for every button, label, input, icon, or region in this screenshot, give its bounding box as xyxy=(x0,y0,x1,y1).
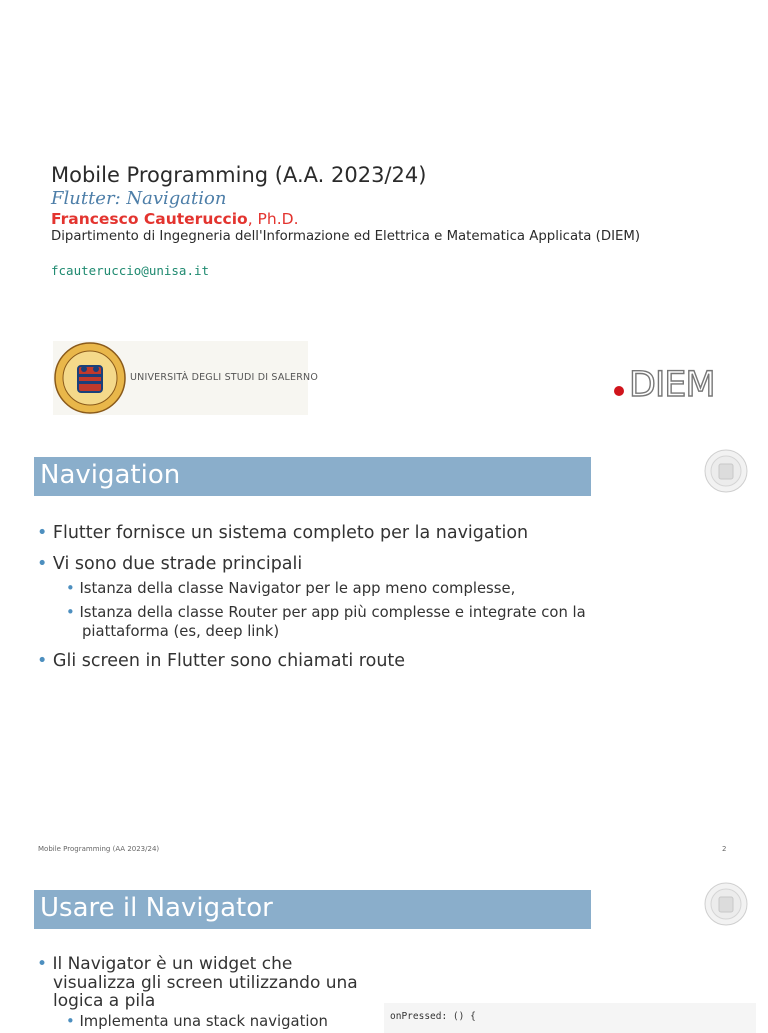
university-seal-icon xyxy=(704,449,748,493)
author-suffix: , Ph.D. xyxy=(247,210,299,228)
author-name: Francesco Cauteruccio xyxy=(51,210,248,228)
university-seal-icon xyxy=(704,882,748,926)
bullet-item: • Vi sono due strade principali xyxy=(37,554,303,574)
sub-bullet-item: • Istanza della classe Navigator per le app meno complesse, xyxy=(66,580,516,597)
bullet-item: • Gli screen in Flutter sono chiamati route xyxy=(37,651,406,671)
course-title: Mobile Programming (A.A. 2023/24) xyxy=(51,163,427,187)
slide-header-title: Usare il Navigator xyxy=(40,893,273,923)
bullet-continuation: logica a pila xyxy=(53,991,156,1011)
page-number: 2 xyxy=(722,845,727,853)
code-block xyxy=(384,1003,756,1033)
sub-bullet-item: • Implementa una stack navigation xyxy=(66,1013,328,1030)
slide-header-navigation xyxy=(34,457,591,496)
email-link[interactable]: fcauteruccio@unisa.it xyxy=(51,263,210,278)
university-name: UNIVERSITÀ DEGLI STUDI DI SALERNO xyxy=(130,372,319,383)
university-seal-icon xyxy=(53,341,127,415)
bullet-item: • Flutter fornisce un sistema completo per la navigation xyxy=(37,523,529,543)
university-logo xyxy=(53,341,319,415)
author-line xyxy=(51,210,299,228)
slide-header-title: Navigation xyxy=(40,460,181,490)
department: Dipartimento di Ingegneria dell'Informazione ed Elettrica e Matematica Applicata (DIEM) xyxy=(51,229,641,244)
diem-logo xyxy=(612,364,736,400)
code-line: onPressed: () { xyxy=(390,1011,476,1022)
slide-footer: Mobile Programming (AA 2023/24) xyxy=(38,845,160,853)
sub-bullet-continuation: piattaforma (es, deep link) xyxy=(82,623,280,640)
diem-logo-mark xyxy=(612,364,736,400)
slide-header-navigator xyxy=(34,890,591,929)
slide-subtitle: Flutter: Navigation xyxy=(51,188,227,209)
bullet-item: • Il Navigator è un widget che xyxy=(37,954,293,974)
diem-logo-text: DIEM xyxy=(629,365,715,400)
sub-bullet-item: • Istanza della classe Router per app più complesse e integrate con la xyxy=(66,604,586,621)
bullet-continuation: visualizza gli screen utilizzando una xyxy=(53,973,358,993)
